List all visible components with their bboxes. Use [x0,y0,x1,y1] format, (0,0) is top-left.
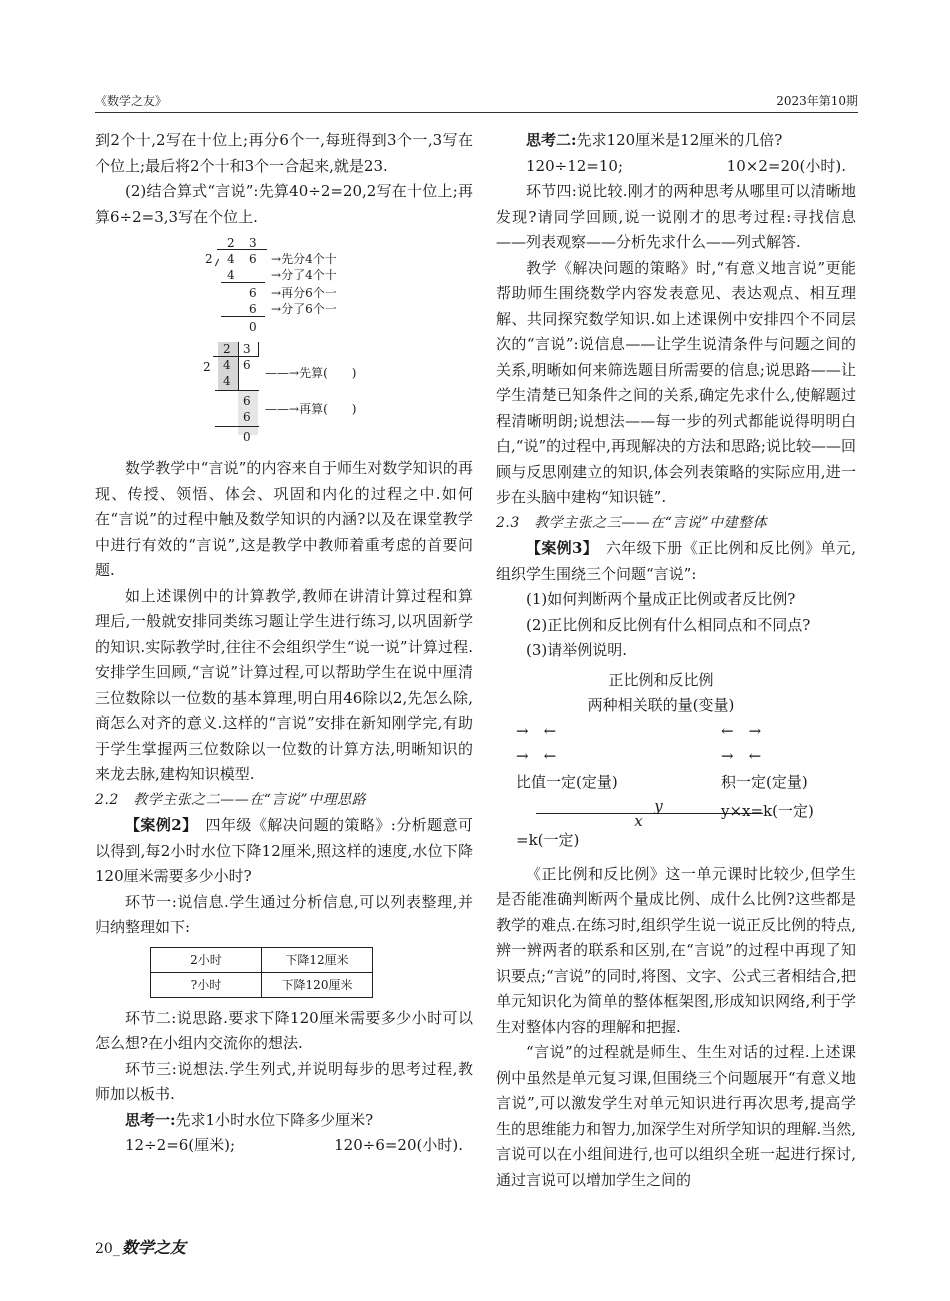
think-2 [496,128,856,154]
question-3: (3)请举例说明. [526,641,628,659]
fraction [516,799,741,828]
arrow-note: ——→先算( ) [265,366,357,380]
quotient-digit: 2 [223,342,231,356]
step-line [215,426,259,427]
arrow-note: →分了6个一 [271,302,337,316]
case-label: 【案例3】 [526,539,591,557]
step-digit: 6 [243,394,251,408]
step-digit: 0 [243,430,251,444]
left-column [95,128,473,1159]
paragraph: “言说”的过程就是师生、生生对话的过程.上述课例中虽然是单元复习课,但围绕三个问题展开“有意义地言说”,可以激发学生对单元知识进行再次思考,提高学生的思维能力和智力,加深学生对所学知识的理解.当然,言说可以在小组间进行,也可以组织全班一起进行探讨,通过言说可以增加学生之间的 [496,1043,856,1189]
step-digit: 4 [227,268,235,282]
issue-number: 2023年第10期 [776,94,858,108]
arrow-note: →分了4个十 [271,268,337,282]
think-text: 先求1小时水位下降多少厘米? [175,1110,374,1129]
table-cell: 下降12厘米 [262,947,373,972]
header-rule [95,112,858,113]
step-digit: 0 [249,320,257,334]
arrows-left: → ← [516,747,557,765]
diagram-subtitle: 两种相关联的量(变量) [587,696,735,714]
paragraph: 《正比例和反比例》这一单元课时比较少,但学生是否能准确判断两个量成比例、成什么比例?这些都是教学的难点.在练习时,组织学生说一说正反比例的特点,辨一辨两者的联系和区别,在“言说”的过程中再现了知识要点;“言说”的同时,将图、文字、公式三者相结合,把单元知识化为简单的整体框架图,形成知识网络,利于学生对整体内容的理解和把握. [496,864,856,1036]
paragraph: 环节四:说比较.刚才的两种思考从哪里可以清晰地发现?请同学回顾,说一说刚才的思考过程:寻找信息——列表观察——分析先求什么——列式解答. [496,182,856,251]
right-column [496,128,856,1193]
equation: 120÷12=10; [526,156,623,175]
equation-row [95,1133,473,1159]
arrow-row [496,744,856,770]
equation: 120÷6=20(小时). [334,1136,463,1154]
think-label: 思考一: [125,1110,176,1129]
formula-text: =k(一定) [516,831,580,849]
diagram-title: 正比例和反比例 [608,670,714,689]
column-divider [258,342,259,356]
long-division-figure-1 [95,234,473,334]
paragraph: (2)结合算式“言说”:先算40÷2=20,2写在十位上;再算6÷2=3,3写在个位上. [95,182,473,226]
equation: 10×2=20(小时). [726,156,846,175]
case-3-paragraph [496,536,856,587]
arrows-left: → ← [516,721,557,740]
step-digit: 6 [249,302,257,316]
case-text: 四年级《解决问题的策略》:分析题意可以得到,每2小时水位下降12厘米,照这样的速度,水位下降120厘米需要多少小时? [95,816,474,885]
paragraph: 环节一:说信息.学生通过分析信息,可以列表整理,并归纳整理如下: [95,892,473,936]
long-division-figure-2 [95,340,473,450]
step-digit: 4 [223,374,231,388]
page-number: 20 [95,1241,113,1257]
paragraph: 如上述课例中的计算教学,教师在讲清计算过程和算理后,一般就安排同类练习题让学生进行练习,以巩固新学的知识.实际教学时,往往不会组织学生“说一说”计算过程.安排学生回顾,“言说”计算过程,可以帮助学生在说中厘清三位数除以一位数的基本算理,明白用46除以2,先怎么除,商怎么对齐的意义.这样的“言说”安排在新知刚学完,有助于学生掌握两三位数除以一位数的计算方法,明晰知识的来龙去脉,建构知识模型. [95,586,473,783]
division-bracket [215,259,219,267]
inverse-proportion-formula: y×x=k(一定) [721,802,814,820]
table-cell: 2小时 [151,947,262,972]
question-2: (2)正比例和反比例有什么相同点和不同点? [526,615,811,634]
paragraph: 环节二:说思路.要求下降120厘米需要多少小时可以怎么想?在小组内交流你的想法. [95,1008,473,1052]
column-divider [238,342,239,390]
arrows-right: ← → [721,721,762,740]
step-line [221,316,265,317]
division-bar [213,356,259,357]
label-row [496,770,856,796]
case-label: 【案例2】 [125,816,191,834]
dividend-digit: 6 [249,252,257,266]
divisor: 2 [203,360,211,374]
step-digit: 6 [249,286,257,300]
paragraph: 环节三:说想法.学生列式,并说明每步的思考过程,教师加以板书. [95,1059,473,1103]
journal-name: 《数学之友》 [95,94,168,108]
inverse-proportion-label: 积一定(定量) [721,772,808,791]
table-cell: ?小时 [151,972,262,997]
think-text: 先求120厘米是12厘米的几倍? [576,131,783,149]
denominator: x [634,812,643,830]
info-table [150,947,373,998]
dividend-digit: 4 [227,252,235,266]
dividend-digit: 6 [243,358,251,372]
equation: 12÷2=6(厘米); [125,1136,236,1154]
arrow-note: →先分4个十 [271,252,337,266]
section-heading-2-3: 2.3 教学主张之三——在“言说”中建整体 [496,514,768,531]
section-heading-2-2: 2.2 教学主张之二——在“言说”中理思路 [95,791,367,808]
dividend-digit: 4 [223,358,231,372]
proportion-framework-diagram [496,668,856,854]
paragraph: 教学《解决问题的策略》时,“有意义地言说”更能帮助师生围绕数学内容发表意见、表达观点、相互理解、共同探究数学知识.如上述课例中安排四个不同层次的“言说”:说信息——让学生说清条件与问题之间的关系,明晰如何来筛选题目所需要的信息;说思路——让学生清楚已知条件之间的关系,确定先求什么,使解题过程清晰明朗;说想法——每一步的列式都能说得明明白白,“说”的过程中,再现解决的方法和思路;说比较——回顾与反思刚建立的知识,体会列表策略的实际应用,进一步在头脑中建构“知识链”. [496,258,856,506]
table-cell: 下降120厘米 [262,972,373,997]
divisor: 2 [205,252,213,266]
numerator: y [536,799,763,814]
arrow-row [496,719,856,745]
quotient-digit: 2 [227,236,235,250]
question-1: (1)如何判断两个量成正比例或者反比例? [526,590,796,608]
direct-proportion-formula [496,799,721,854]
step-digit: 6 [243,410,251,424]
arrow-note: →再分6个一 [271,286,337,300]
formula-row [496,799,856,854]
think-label: 思考二: [526,131,577,149]
arrows-right: → ← [721,747,762,765]
division-bar [217,249,267,250]
quotient-digit: 3 [243,342,251,356]
paragraph: 到2个十,2写在十位上;再分6个一,每班得到3个一,3写在个位上;最后将2个十和3个一合起来,就是23. [95,131,473,175]
step-line [221,282,265,283]
case-text: 六年级下册《正比例和反比例》单元,组织学生围绕三个问题“言说”: [496,539,856,583]
think-1 [95,1108,473,1134]
table-row [151,972,373,997]
arrow-note: ——→再算( ) [265,402,357,416]
page-footer: 20_ 数学之友 [95,1238,186,1257]
journal-logo: 数学之友 [121,1238,186,1257]
table-row [151,947,373,972]
paragraph: 数学教学中“言说”的内容来自于师生对数学知识的再现、传授、领悟、体会、巩固和内化的过程之中.如何在“言说”的过程中触及数学知识的内涵?以及在课堂教学中进行有效的“言说”,这是教学中教师着重考虑的首要问题. [95,459,473,579]
quotient-digit: 3 [249,236,257,250]
direct-proportion-label: 比值一定(定量) [516,772,618,791]
equation-row [496,154,856,180]
case-2-paragraph [95,813,473,890]
